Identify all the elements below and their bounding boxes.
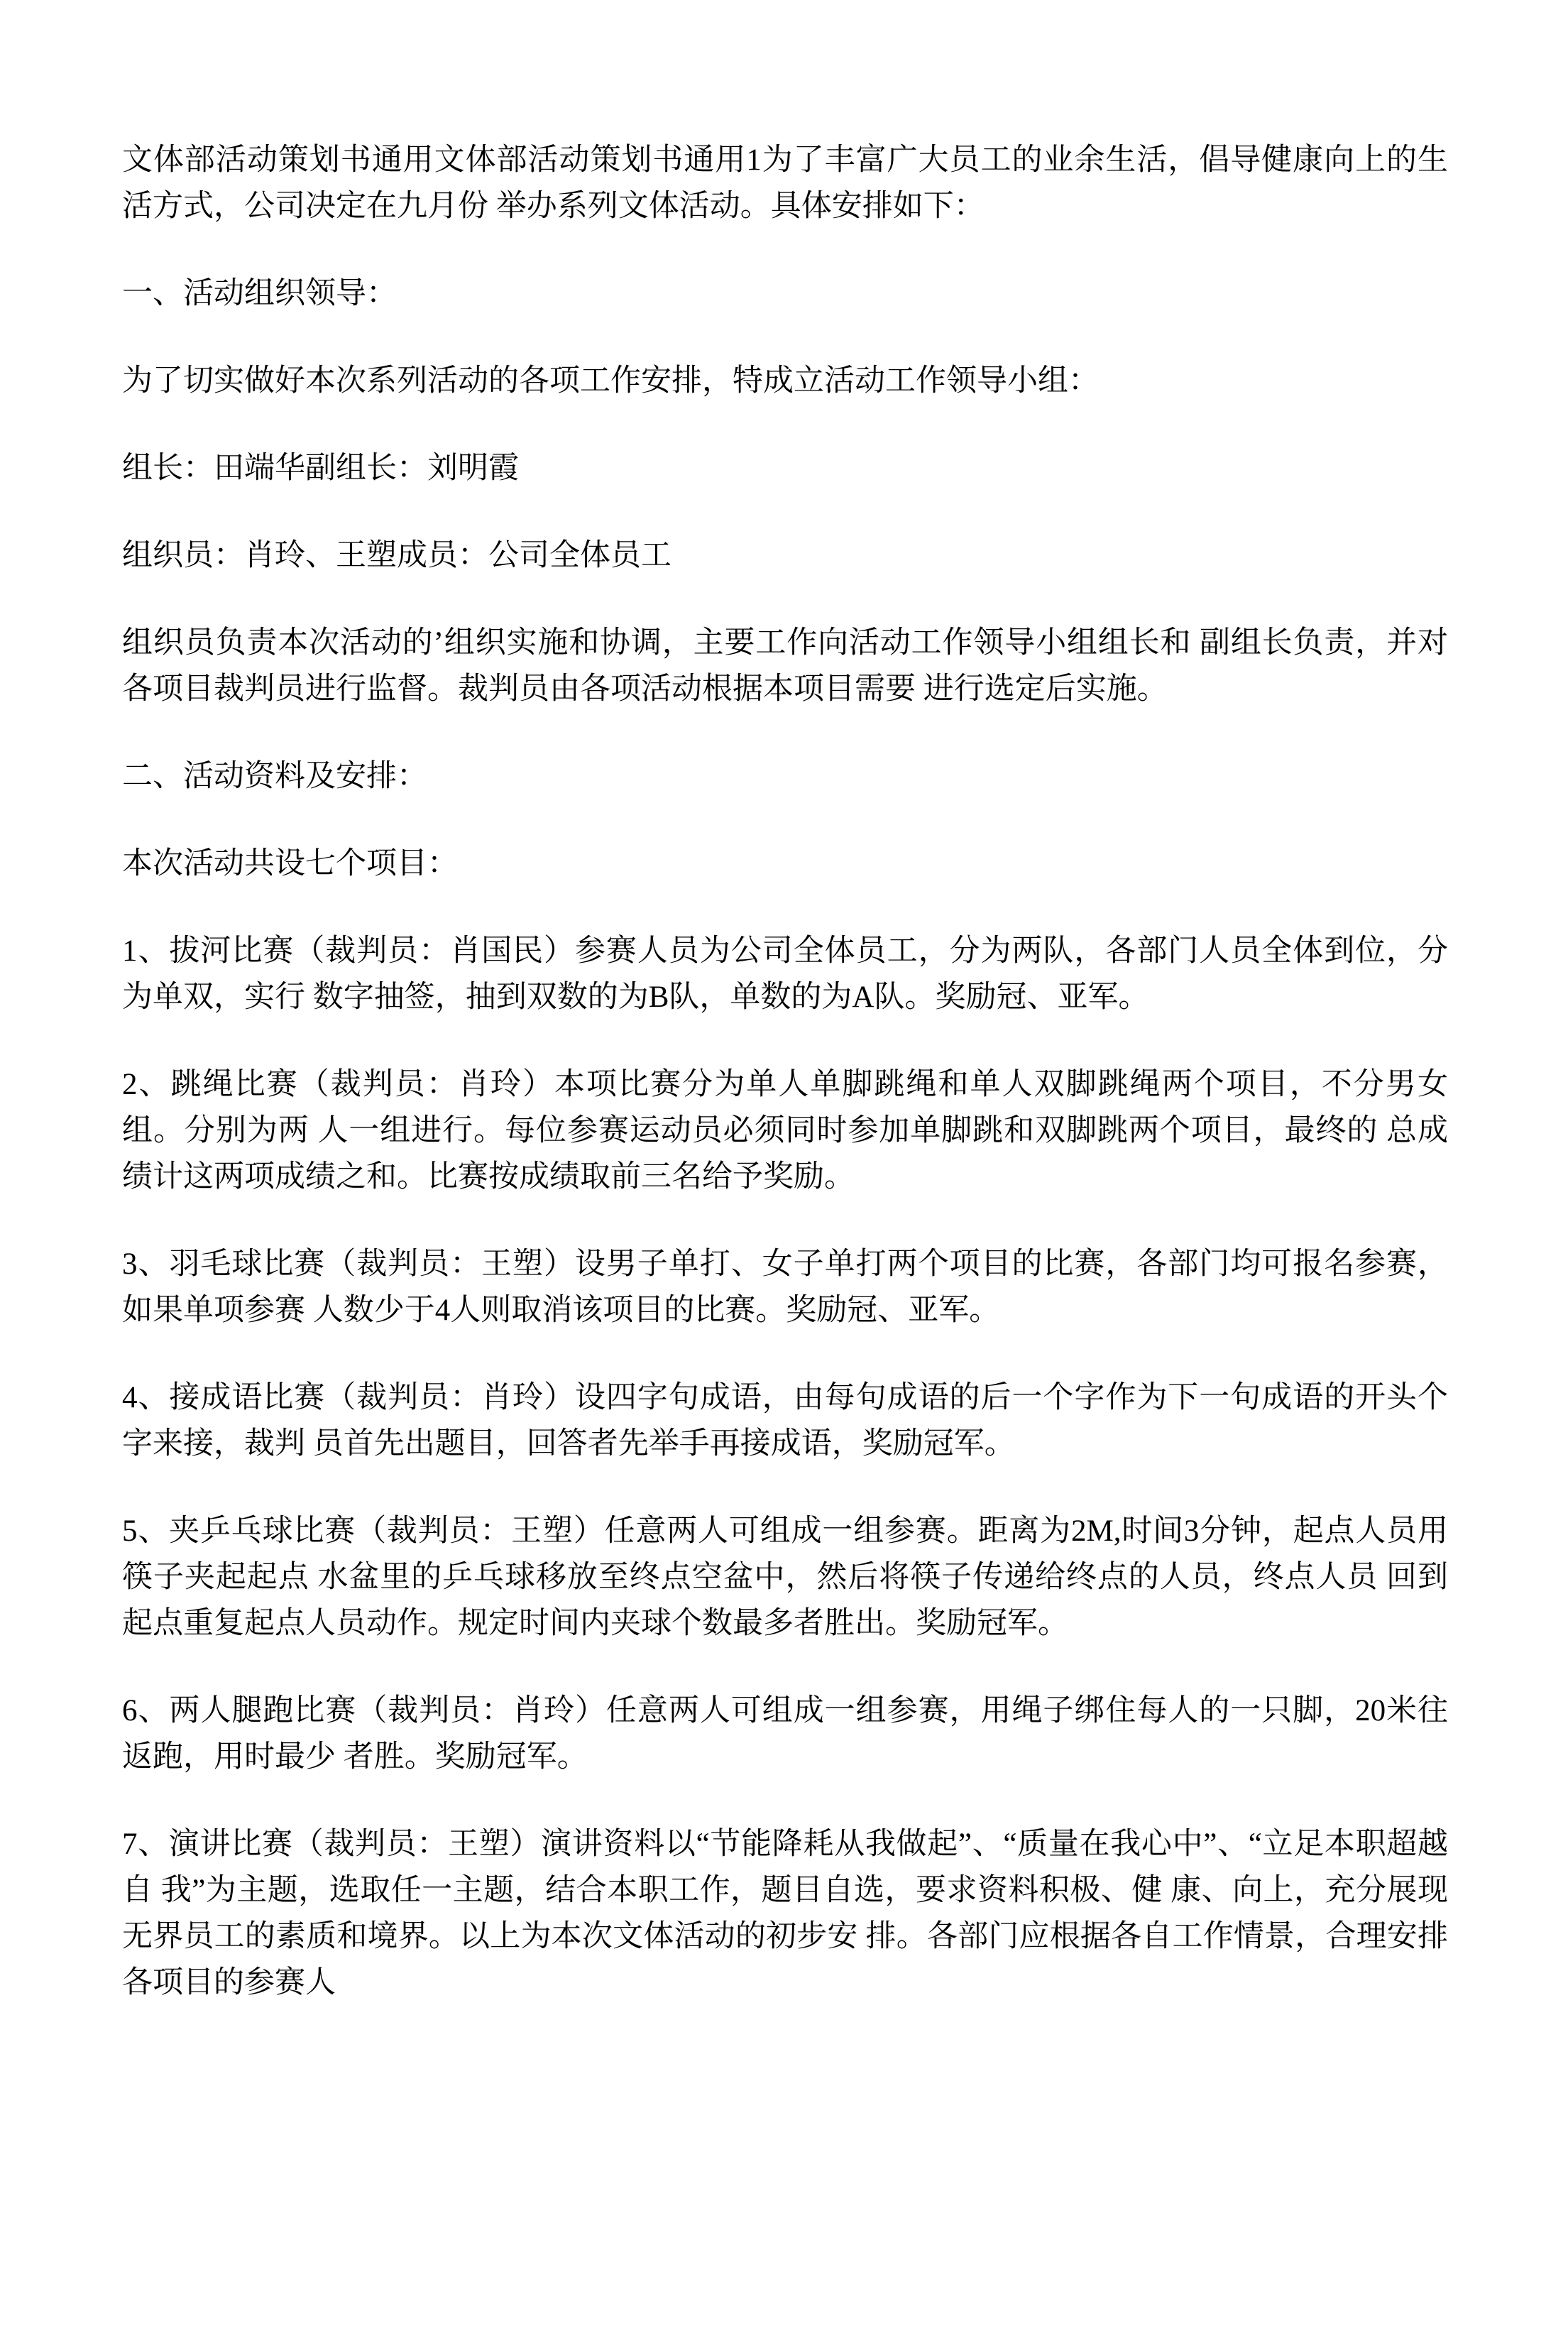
paragraph: 组长：田端华副组长：刘明霞 <box>122 452 519 485</box>
paragraph: 2、跳绳比赛（裁判员：肖玲）本项比赛分为单人单脚跳绳和单人双脚跳绳两个项目，不分男女组。分别为两 人一组进行。每位参赛运动员必须同时参加单脚跳和双脚跳两个项目，最终的 总成绩计这两项成绩之和。比赛按成绩取前三名给予奖励。 <box>122 1068 1448 1194</box>
paragraph: 本次活动共设七个项目： <box>122 847 458 880</box>
paragraph: 5、夹乒乓球比赛（裁判员：王塑）任意两人可组成一组参赛。距离为2M,时间3分钟，起点人员用筷子夹起起点 水盆里的乒乓球移放至终点空盆中，然后将筷子传递给终点的人员，终点人员 回到起点重复起点人员动作。规定时间内夹球个数最多者胜出。奖励冠军。 <box>122 1514 1448 1640</box>
paragraph: 二、活动资料及安排： <box>122 760 427 793</box>
paragraph: 7、演讲比赛（裁判员：王塑）演讲资料以“节能降耗从我做起”、“质量在我心中”、“立足本职超越自 我”为主题，选取任一主题，结合本职工作，题目自选，要求资料积极、健 康、向上，充分展现无界员工的素质和境界。以上为本次文体活动的初步安 排。各部门应根据各自工作情景，合理安排各项目的参赛人 <box>122 1828 1448 1999</box>
paragraph: 4、接成语比赛（裁判员：肖玲）设四字句成语，由每句成语的后一个字作为下一句成语的开头个字来接，裁判 员首先出题目，回答者先举手再接成语，奖励冠军。 <box>122 1381 1448 1460</box>
paragraph: 为了切实做好本次系列活动的各项工作安排，特成立活动工作领导小组： <box>122 364 1099 398</box>
paragraph: 6、两人腿跑比赛（裁判员：肖玲）任意两人可组成一组参赛，用绳子绑住每人的一只脚，20米往返跑，用时最少 者胜。奖励冠军。 <box>122 1694 1448 1774</box>
paragraph: 组织员：肖玲、王塑成员：公司全体员工 <box>122 539 671 572</box>
paragraph: 1、拔河比赛（裁判员：肖国民）参赛人员为公司全体员工，分为两队，各部门人员全体到位，分为单双，实行 数字抽签，抽到双数的为B队，单数的为A队。奖励冠、亚军。 <box>122 934 1448 1014</box>
paragraph: 一、活动组织领导： <box>122 277 397 310</box>
paragraph: 文体部活动策划书通用文体部活动策划书通用1为了丰富广大员工的业余生活，倡导健康向上的生活方式，公司决定在九月份 举办系列文体活动。具体安排如下： <box>122 143 1448 223</box>
paragraph: 组织员负责本次活动的’组织实施和协调，主要工作向活动工作领导小组组长和 副组长负责，并对各项目裁判员进行监督。裁判员由各项活动根据本项目需要 进行选定后实施。 <box>122 626 1448 706</box>
paragraph: 3、羽毛球比赛（裁判员：王塑）设男子单打、女子单打两个项目的比赛，各部门均可报名参赛，如果单项参赛 人数少于4人则取消该项目的比赛。奖励冠、亚军。 <box>122 1247 1448 1327</box>
